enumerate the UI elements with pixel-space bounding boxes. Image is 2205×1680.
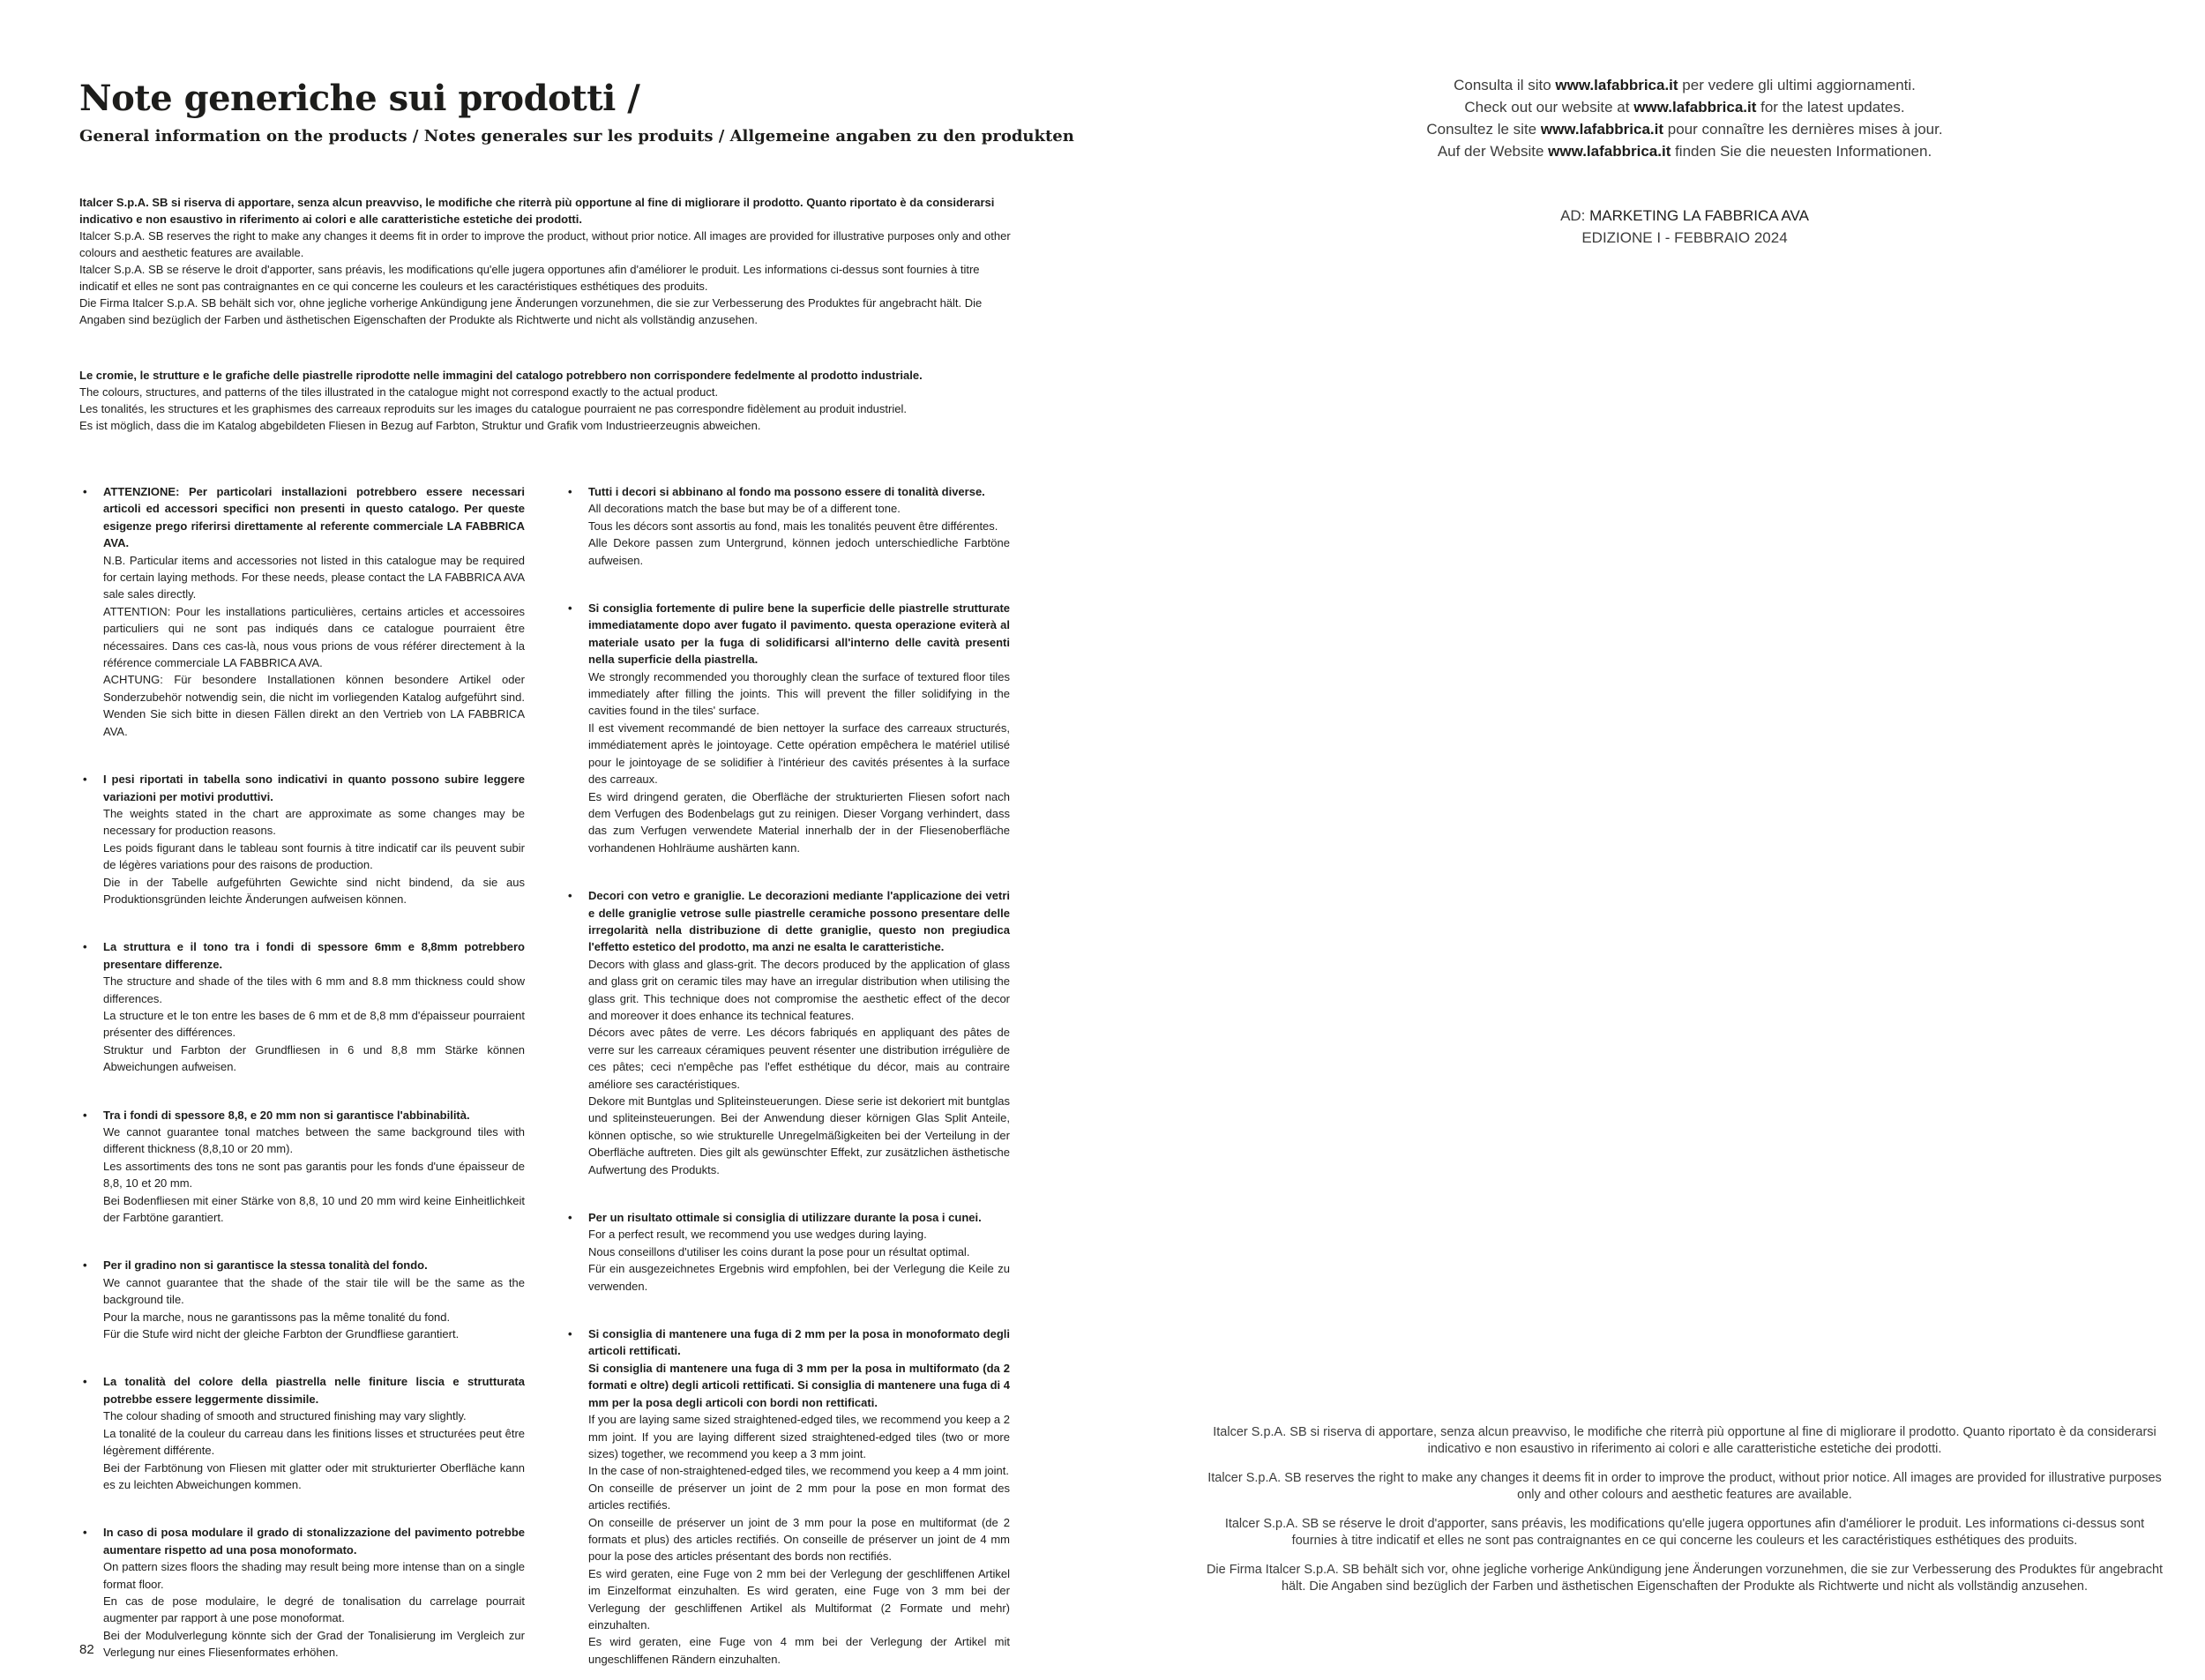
- note-text-de: Es wird geraten, eine Fuge von 4 mm bei der Verlegung der Artikel mit ungeschliffenen Rändern einzuhalten.: [588, 1635, 1010, 1666]
- note-text-fr: Il est vivement recommandé de bien nettoyer la surface des carreaux structurés, immédiatement après le jointoyage. Cette opération empêchera le matériel utilisé pour le jointoyage de se solidifier à l'intérieur des cavités présentes à la surface des carreaux.: [588, 721, 1010, 787]
- bullet: •: [83, 773, 87, 787]
- intro-text-de: Die Firma Italcer S.p.A. SB behält sich vor, ohne jegliche vorherige Ankündigung jene Änderungen vorzunehmen, die sie zur Verbesserung des Produktes für angebracht hält. Die Angaben sind bezüglich der Farben und ästhetischen Eigenschaften der Produkte als Richtwerte und nicht als vollständig anzusehen.: [79, 296, 983, 326]
- website-link[interactable]: www.lafabbrica.it: [1555, 77, 1678, 93]
- note-text-en: If you are laying same sized straightened-edged tiles, we recommend you keep a 2 mm joint. If you are laying different sized straightened-edged tiles (two or more sizes) together, we recommend you keep a 3 mm joint.: [588, 1413, 1010, 1460]
- note-text-de: Bei Bodenfliesen mit einer Stärke von 8,8, 10 und 20 mm wird keine Einheitlichkeit der Farbtöne garantiert.: [103, 1193, 525, 1225]
- website-link[interactable]: www.lafabbrica.it: [1633, 99, 1757, 116]
- intro-text-fr: Les tonalités, les structures et les graphismes des carreaux reproduits sur les images du catalogue pourraient ne pas correspondre fidèlement au produit industriel.: [79, 402, 907, 415]
- bullet: •: [568, 889, 572, 903]
- note-text-fr: ATTENTION: Pour les installations particulières, certains articles et accessoires particuliers qui ne sont pas indiqués dans ce catalogue pourraient être nécessaires. Dans ces cas-là, nous vous prions de vous référer directement à la référence commerciale LA FABBRICA AVA.: [103, 604, 525, 670]
- bullet: •: [83, 1526, 87, 1540]
- note-attenzione: [79, 483, 525, 740]
- bullet: •: [83, 1108, 87, 1122]
- note-structure-thickness: [79, 938, 525, 1075]
- note-text-en: We strongly recommended you thoroughly clean the surface of textured floor tiles immediately after filling the joints. This will prevent the filler solidifying in the cavities found in the tiles' surface.: [588, 669, 1010, 718]
- note-heading: In caso di posa modulare il grado di stonalizzazione del pavimento potrebbe aumentare rispetto ad una posa monoformato.: [103, 1526, 525, 1557]
- bullet: •: [568, 1327, 572, 1341]
- note-text-en: Decors with glass and glass-grit. The decors produced by the application of glass and glass grit on ceramic tiles may have an irregular distribution when utilising the glass grit. This technique does not compromise the aesthetic effect of the decor and moreover it does enhance its technical features.: [588, 957, 1010, 1022]
- note-text-de: Bei der Farbtönung von Fliesen mit glatter oder mit strukturierter Oberfläche kann es zu leichten Abweichungen kommen.: [103, 1460, 525, 1491]
- edition-line: EDIZIONE I - FEBBRAIO 2024: [1581, 229, 1788, 246]
- intro-text-fr: Italcer S.p.A. SB se réserve le droit d'apporter, sans préavis, les modifications qu'elle jugera opportunes afin d'améliorer le produit. Les informations ci-dessus sont fournies à titre indicatif et elles ne sont pas contraignantes en ce qui concerne les couleurs et les caractéristiques esthétiques des produits.: [79, 263, 980, 293]
- note-heading: Si consiglia di mantenere una fuga di 2 mm per la posa in monoformato degli articoli rettificati.: [588, 1327, 1010, 1358]
- note-decors-match: [564, 483, 1010, 569]
- website-text: for the latest updates.: [1756, 99, 1905, 116]
- note-text-en: All decorations match the base but may be of a different tone.: [588, 502, 901, 516]
- note-text-fr: Tous les décors sont assortis au fond, mais les tonalités peuvent être différentes.: [588, 519, 998, 533]
- note-text-fr: On conseille de préserver un joint de 2 mm pour la pose en mon format des articles rectifiés.: [588, 1481, 1010, 1512]
- note-text-de: Dekore mit Buntglas und Spliteinsteuerungen. Diese serie ist dekoriert mit buntglas und spliteinsteuerungen. Bei der Anwendung dieser körnigen Glas Split Anteile, können optische, so wie strukturelle Unregelmäßigkeiten bei der Verteilung in der Oberfläche auftreten. Dies gilt als gewünschter Effekt, zur zusätzlichen ästhetische Aufwertung des Produkts.: [588, 1094, 1010, 1176]
- note-background-matching: [79, 1107, 525, 1227]
- note-text-de: Struktur und Farbton der Grundfliesen in 6 und 8,8 mm Stärke können Abweichungen aufweisen.: [103, 1042, 525, 1074]
- note-text-de: Es wird geraten, eine Fuge von 2 mm bei der Verlegung der geschliffenen Artikel im Einzelformat einzuhalten. Es wird geraten, eine Fuge von 3 mm bei der Verlegung der geschliffenen Artikel als Multiformat (2 Formate und mehr) einzuhalten.: [588, 1566, 1010, 1631]
- website-text: pour connaître les dernières mises à jour.: [1663, 121, 1943, 138]
- disclaimer-fr: Italcer S.p.A. SB se réserve le droit d'apporter, sans préavis, les modifications qu'elle jugera opportunes afin d'améliorer le produit. Les informations ci-dessus sont fournies à titre indicatif et elles ne sont pas contraignantes en ce qui concerne les couleurs et les caractéristiques esthétiques des produits.: [1224, 1517, 2145, 1548]
- note-modular-laying: [79, 1524, 525, 1661]
- note-text-de: Es wird dringend geraten, die Oberfläche der strukturierten Fliesen sofort nach dem Verfugen des Bodenbelags gut zu reinigen. Dieser Vorgang verhindert, dass das zum Verfugen verwendete Material innerhalb der in der Fliesenoberfläche vorhandenen Hohlräume aushärten kann.: [588, 789, 1010, 855]
- note-heading: Decori con vetro e graniglie. Le decorazioni mediante l'applicazione dei vetri e delle graniglie vetrose sulle piastrelle ceramiche possono presentare delle irregolarità nella distribuzione di dette graniglie, questo non pregiudica l'effetto estetico del prodotto, ma anzi ne esalta le caratteristiche.: [588, 889, 1010, 954]
- website-line-fr: [1376, 118, 1993, 140]
- bullet: •: [83, 940, 87, 954]
- note-heading: La struttura e il tono tra i fondi di spessore 6mm e 8,8mm potrebbero presentare differenze.: [103, 940, 525, 971]
- bullet: •: [568, 485, 572, 498]
- intro-text-it: Le cromie, le strutture e le grafiche delle piastrelle riprodotte nelle immagini del catalogo potrebbero non corrispondere fedelmente al prodotto industriale.: [79, 369, 923, 382]
- note-joint-width: [564, 1325, 1010, 1668]
- website-line-it: [1376, 74, 1993, 96]
- note-text-de: ACHTUNG: Für besondere Installationen können besondere Artikel oder Sonderzubehör notwendig sein, die nicht im vorliegenden Katalog aufgeführt sind. Wenden Sie sich bitte in diesen Fällen direkt an den Vertrieb von LA FABBRICA AVA.: [103, 673, 525, 738]
- website-text: Check out our website at: [1464, 99, 1634, 116]
- intro-text-en: The colours, structures, and patterns of the tiles illustrated in the catalogue might not correspond exactly to the actual product.: [79, 385, 719, 399]
- legal-disclaimer: [1204, 1424, 2165, 1608]
- notes-column-right: [564, 483, 1010, 1668]
- bullet: •: [83, 485, 87, 498]
- page-title: Note generiche sui prodotti /: [79, 78, 640, 119]
- website-text: Consulta il sito: [1454, 77, 1556, 93]
- note-text-de: Für ein ausgezeichnetes Ergebnis wird empfohlen, bei der Verlegung die Keile zu verwenden.: [588, 1262, 1010, 1293]
- website-notice: [1376, 74, 1993, 162]
- note-heading: Per un risultato ottimale si consiglia di utilizzare durante la posa i cunei.: [588, 1211, 982, 1225]
- note-glass-decors: [564, 887, 1010, 1178]
- note-text-en: The structure and shade of the tiles with 6 mm and 8.8 mm thickness could show differences.: [103, 974, 525, 1005]
- note-text-de: Die in der Tabelle aufgeführten Gewichte sind nicht bindend, da sie aus Produktionsgründen leichte Änderungen aufweisen können.: [103, 875, 525, 906]
- note-text-fr: La tonalité de la couleur du carreau dans les finitions lisses et structurées peut être légèrement différente.: [103, 1426, 525, 1458]
- note-text-en: We cannot guarantee tonal matches between the same background tiles with different thickness (8,8,10 or 20 mm).: [103, 1125, 525, 1156]
- page-subtitle: General information on the products / Notes generales sur les produits / Allgemeine angaben zu den produkten: [79, 127, 1074, 146]
- intro-text-de: Es ist möglich, dass die im Katalog abgebildeten Fliesen in Bezug auf Farbton, Struktur und Grafik vom Industrieerzeugnis abweichen.: [79, 419, 761, 432]
- disclaimer-de: Die Firma Italcer S.p.A. SB behält sich vor, ohne jegliche vorherige Ankündigung jene Änderungen vorzunehmen, die sie zur Verbesserung des Produktes für angebracht hält. Die Angaben sind bezüglich der Farben und ästhetischen Eigenschaften der Produkte als Richtwerte und nicht als vollständig anzusehen.: [1206, 1563, 2164, 1594]
- edition-credits: [1376, 205, 1993, 249]
- intro-text-en: Italcer S.p.A. SB reserves the right to make any changes it deems fit in order to improve the product, without prior notice. All images are provided for illustrative purposes only and other colours and aesthetic features are available.: [79, 229, 1011, 259]
- note-heading: Per il gradino non si garantisce la stessa tonalità del fondo.: [103, 1258, 428, 1273]
- note-wedges: [564, 1209, 1010, 1295]
- note-weights: [79, 771, 525, 907]
- intro-modifications-notice: [79, 194, 1014, 328]
- bullet: •: [568, 1211, 572, 1225]
- disclaimer-it: Italcer S.p.A. SB si riserva di apportare, senza alcun preavviso, le modifiche che riterrà più opportune al fine di migliorare il prodotto. Quanto riportato è da considerarsi indicativo e non esaustivo in riferimento ai colori e alle caratteristiche estetiche dei prodotti.: [1213, 1425, 2156, 1456]
- note-heading: Tutti i decori si abbinano al fondo ma possono essere di tonalità diverse.: [588, 485, 985, 498]
- note-text-fr: Pour la marche, nous ne garantissons pas la même tonalité du fond.: [103, 1310, 451, 1324]
- note-heading: Si consiglia di mantenere una fuga di 3 mm per la posa in multiformato (da 2 formati e oltre) degli articoli rettificati. Si consiglia di mantenere una fuga di 4 mm per la posa degli articoli con bordi non rettificati.: [588, 1361, 1010, 1409]
- ad-label: AD:: [1560, 207, 1590, 224]
- intro-text-it: Italcer S.p.A. SB si riserva di apportare, senza alcun preavviso, le modifiche che riterrà più opportune al fine di migliorare il prodotto. Quanto riportato è da considerarsi indicativo e non esaustivo in riferimento ai colori e alle caratteristiche estetiche dei prodotti.: [79, 196, 995, 226]
- note-text-fr: Décors avec pâtes de verre. Les décors fabriqués en appliquant des pâtes de verre sur les carreaux céramiques peuvent résenter une distribution irrégulière de ces pâtes; ceci n'empêche pas l'effet esthétique du décor, mais au contraire améliore ses caractéristiques.: [588, 1026, 1010, 1091]
- note-heading: ATTENZIONE: Per particolari installazioni potrebbero essere necessari articoli ed accessori specifici non presenti in questo catalogo. Per queste esigenze prego riferirsi direttamente al referente commerciale LA FABBRICA AVA.: [103, 485, 525, 550]
- note-text-fr: Les assortiments des tons ne sont pas garantis pour les fonds d'une épaisseur de 8,8, 10 et 20 mm.: [103, 1159, 525, 1191]
- note-text-de: Alle Dekore passen zum Untergrund, können jedoch unterschiedliche Farbtöne aufweisen.: [588, 536, 1010, 567]
- website-text: finden Sie die neuesten Informationen.: [1671, 143, 1932, 160]
- note-text-en: For a perfect result, we recommend you use wedges during laying.: [588, 1228, 927, 1242]
- note-text-fr: Nous conseillons d'utiliser les coins durant la pose pour un résultat optimal.: [588, 1244, 970, 1258]
- note-cleaning: [564, 600, 1010, 856]
- note-text-fr: La structure et le ton entre les bases de 6 mm et de 8,8 mm d'épaisseur pourraient présenter des différences.: [103, 1008, 525, 1040]
- note-text-en: The weights stated in the chart are approximate as some changes may be necessary for production reasons.: [103, 806, 525, 838]
- note-text-en: On pattern sizes floors the shading may result being more intense than on a single format floor.: [103, 1560, 525, 1591]
- note-text-en: N.B. Particular items and accessories not listed in this catalogue may be required for certain laying methods. For these needs, please contact the LA FABBRICA AVA sale sales directly.: [103, 553, 525, 601]
- page-number: 82: [79, 1642, 94, 1657]
- bullet: •: [83, 1258, 87, 1273]
- note-heading: Tra i fondi di spessore 8,8, e 20 mm non si garantisce l'abbinabilità.: [103, 1108, 470, 1122]
- disclaimer-en: Italcer S.p.A. SB reserves the right to make any changes it deems fit in order to improve the product, without prior notice. All images are provided for illustrative purposes only and other colours and aesthetic features are available.: [1207, 1471, 2162, 1502]
- art-direction: [1376, 205, 1993, 227]
- note-colour-shading: [79, 1373, 525, 1493]
- website-link[interactable]: www.lafabbrica.it: [1540, 121, 1664, 138]
- note-text-de: Bei der Modulverlegung könnte sich der Grad der Tonalisierung im Vergleich zur Verlegung nur eines Fliesenformates erhöhen.: [103, 1628, 525, 1660]
- note-heading: La tonalità del colore della piastrella nelle finiture liscia e strutturata potrebbe essere leggermente dissimile.: [103, 1375, 525, 1406]
- website-link[interactable]: www.lafabbrica.it: [1548, 143, 1671, 160]
- website-line-de: [1376, 140, 1993, 162]
- note-text-en: We cannot guarantee that the shade of the stair tile will be the same as the background tile.: [103, 1275, 525, 1307]
- website-text: Consultez le site: [1426, 121, 1541, 138]
- note-text-de: Für die Stufe wird nicht der gleiche Farbton der Grundfliese garantiert.: [103, 1327, 460, 1341]
- website-text: per vedere gli ultimi aggiornamenti.: [1678, 77, 1916, 93]
- intro-colour-notice: [79, 367, 1014, 434]
- note-heading: Si consiglia fortemente di pulire bene la superficie delle piastrelle strutturate immediatamente dopo aver fugato il pavimento. questa operazione eviterà al materiale usato per la fuga di solidificarsi all'interno delle cavità presenti nella superficie della piastrella.: [588, 601, 1010, 667]
- bullet: •: [83, 1375, 87, 1389]
- note-text-fr: On conseille de préserver un joint de 3 mm pour la pose en multiformat (de 2 formats et plus) des articles rectifiés. On conseille de préserver un joint de 4 mm pour la pose des articles présentant des bords non rectifiés.: [588, 1515, 1010, 1564]
- note-text-en: The colour shading of smooth and structured finishing may vary slightly.: [103, 1409, 467, 1423]
- website-text: Auf der Website: [1437, 143, 1549, 160]
- website-line-en: [1376, 96, 1993, 118]
- note-text-en: In the case of non-straightened-edged tiles, we recommend you keep a 4 mm joint.: [588, 1464, 1009, 1478]
- ad-value: MARKETING LA FABBRICA AVA: [1589, 207, 1809, 224]
- bullet: •: [568, 601, 572, 616]
- note-stair-tile: [79, 1257, 525, 1342]
- notes-column-left: [79, 483, 525, 1661]
- note-heading: I pesi riportati in tabella sono indicativi in quanto possono subire leggere variazioni per motivi produttivi.: [103, 773, 525, 803]
- note-text-fr: En cas de pose modulaire, le degré de tonalisation du carrelage pourrait augmenter par rapport à une pose monoformat.: [103, 1594, 525, 1625]
- note-text-fr: Les poids figurant dans le tableau sont fournis à titre indicatif car ils peuvent subir de légères variations pour des raisons de production.: [103, 840, 525, 872]
